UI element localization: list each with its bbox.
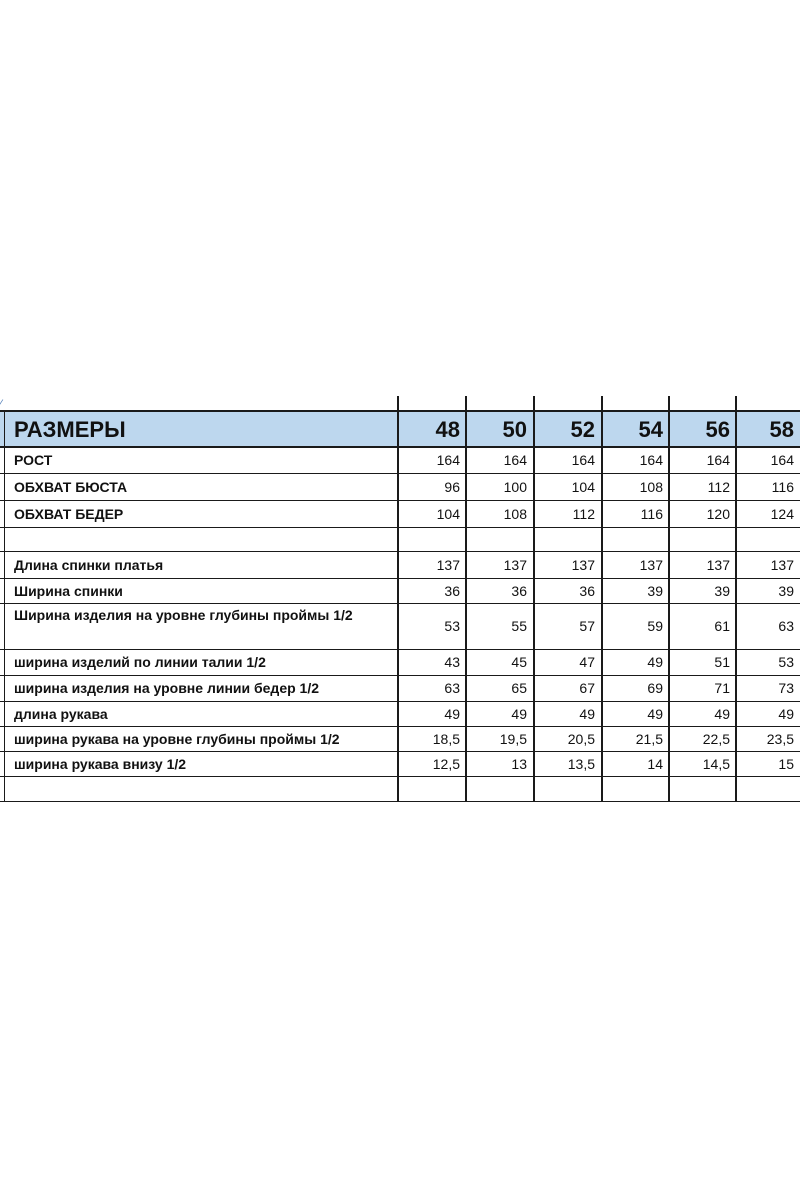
table-cell: 57 (579, 618, 595, 634)
row-divider (0, 578, 800, 579)
table-cell: 19,5 (499, 730, 527, 747)
table-cell: 59 (647, 618, 663, 634)
table-cell: 100 (503, 478, 527, 495)
table-cell: 67 (579, 680, 595, 696)
table-cell: 14,5 (702, 755, 730, 772)
row-divider (0, 801, 800, 802)
table-cell: 124 (770, 505, 794, 522)
row-divider (0, 726, 800, 727)
table-cell: 36 (444, 582, 460, 599)
table-cell: 164 (639, 451, 663, 468)
table-cell: 49 (778, 705, 794, 722)
size-header-54: 54 (638, 417, 663, 442)
table-cell: 63 (444, 680, 460, 696)
row-divider (0, 551, 800, 552)
row-divider (0, 603, 800, 604)
size-header-58: 58 (769, 417, 794, 442)
table-cell: 65 (511, 680, 527, 696)
table-cell: 15 (778, 755, 794, 772)
table-cell: 43 (444, 654, 460, 670)
table-cell: 14 (647, 755, 663, 772)
row-label: ширина изделий по линии талии 1/2 (14, 654, 266, 670)
table-cell: 137 (770, 556, 794, 573)
table-cell: 96 (444, 478, 460, 495)
row-divider (0, 675, 800, 676)
table-cell: 104 (571, 478, 595, 495)
table-cell: 51 (714, 654, 730, 670)
table-cell: 13 (511, 755, 527, 772)
row-divider (0, 473, 800, 474)
table-left-edge (4, 410, 5, 801)
table-cell: 108 (503, 505, 527, 522)
table-cell: 49 (647, 705, 663, 722)
row-divider (0, 776, 800, 777)
table-cell: 22,5 (702, 730, 730, 747)
table-cell: 137 (706, 556, 730, 573)
table-cell: 21,5 (635, 730, 663, 747)
row-label: ширина рукава внизу 1/2 (14, 755, 187, 772)
size-header-56: 56 (705, 417, 730, 442)
table-cell: 23,5 (766, 730, 794, 747)
row-divider (0, 649, 800, 650)
table-cell: 12,5 (432, 755, 460, 772)
table-cell: 71 (714, 680, 730, 696)
table-cell: 18,5 (432, 730, 460, 747)
row-divider (0, 751, 800, 752)
table-cell: 164 (706, 451, 730, 468)
table-cell: 69 (647, 680, 663, 696)
table-cell: 116 (640, 505, 663, 522)
table-cell: 137 (639, 556, 663, 573)
row-divider (0, 500, 800, 501)
table-cell: 108 (639, 478, 663, 495)
table-cell: 13,5 (567, 755, 595, 772)
table-cell: 36 (511, 582, 527, 599)
table-cell: 112 (707, 478, 730, 495)
table-cell: 137 (503, 556, 527, 573)
corner-marker: ⁄ (0, 398, 2, 410)
table-cell: 53 (778, 654, 794, 670)
table-cell: 49 (579, 705, 595, 722)
table-cell: 120 (706, 505, 730, 522)
row-label: Ширина изделия на уровне глубины проймы 1/2 (14, 607, 353, 623)
row-label: ОБХВАТ БЕДЕР (14, 505, 124, 522)
table-cell: 45 (511, 654, 527, 670)
table-cell: 164 (436, 451, 460, 468)
row-label: Длина спинки платья (14, 556, 164, 573)
table-cell: 49 (511, 705, 527, 722)
row-divider (0, 701, 800, 702)
size-chart-title: РАЗМЕРЫ (14, 417, 126, 442)
table-cell: 49 (444, 705, 460, 722)
table-cell: 164 (770, 451, 794, 468)
table-cell: 63 (778, 618, 794, 634)
table-cell: 61 (714, 618, 730, 634)
table-cell: 164 (503, 451, 527, 468)
row-divider (0, 446, 800, 448)
table-cell: 20,5 (567, 730, 595, 747)
table-cell: 39 (778, 582, 794, 599)
table-cell: 39 (647, 582, 663, 599)
size-header-48: 48 (435, 417, 460, 442)
row-label: ширина рукава на уровне глубины проймы 1/2 (14, 730, 340, 747)
table-cell: 55 (511, 618, 527, 634)
row-divider (0, 527, 800, 528)
table-cell: 137 (571, 556, 595, 573)
size-header-52: 52 (570, 417, 595, 442)
table-cell: 137 (436, 556, 460, 573)
table-cell: 116 (771, 478, 794, 495)
table-cell: 112 (572, 505, 595, 522)
table-cell: 49 (714, 705, 730, 722)
row-label: длина рукава (14, 705, 108, 722)
table-cell: 36 (579, 582, 595, 599)
table-cell: 49 (647, 654, 663, 670)
row-label: ширина изделия на уровне линии бедер 1/2 (14, 680, 320, 696)
table-cell: 164 (571, 451, 595, 468)
table-cell: 47 (579, 654, 595, 670)
table-cell: 53 (444, 618, 460, 634)
row-label: Ширина спинки (14, 582, 123, 599)
size-header-50: 50 (502, 417, 527, 442)
table-cell: 39 (714, 582, 730, 599)
table-cell: 104 (436, 505, 460, 522)
row-label: ОБХВАТ БЮСТА (14, 478, 128, 495)
row-divider (0, 410, 800, 412)
table-cell: 73 (778, 680, 794, 696)
row-label: РОСТ (14, 451, 53, 468)
